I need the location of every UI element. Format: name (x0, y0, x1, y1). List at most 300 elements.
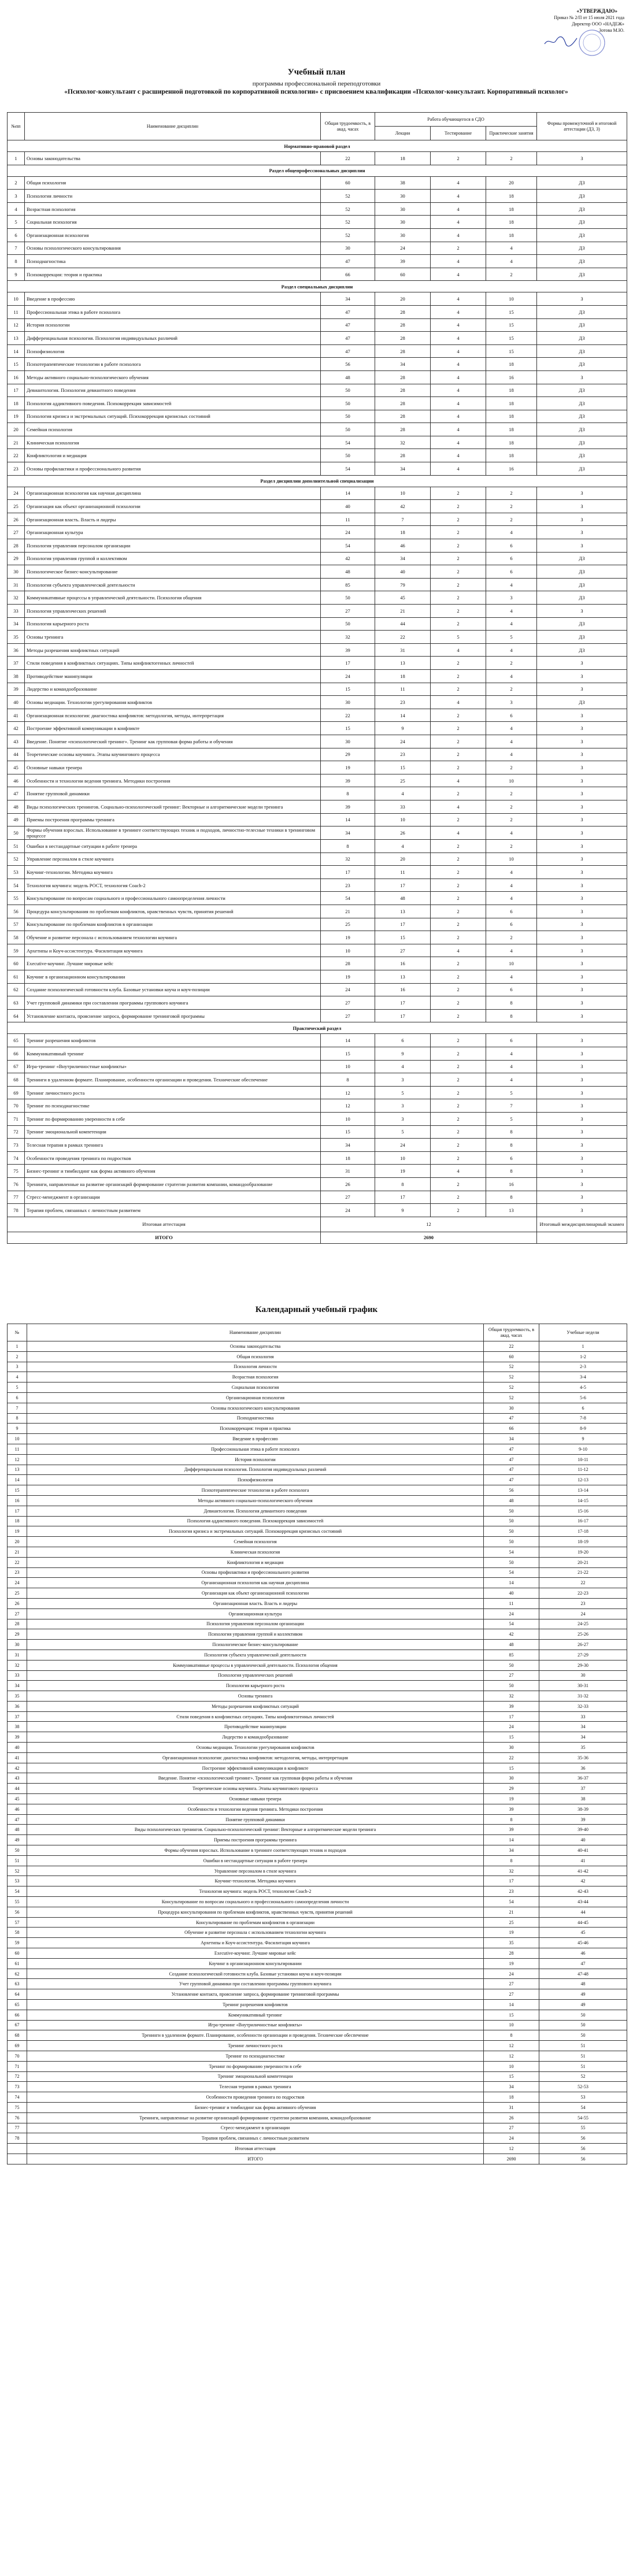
assessment-form: З (537, 840, 627, 853)
discipline-name: Игра-тренинг «Внутриличностные конфликты» (25, 1060, 321, 1073)
assessment-form: З (537, 879, 627, 892)
testing-hours: 2 (431, 813, 486, 826)
testing-hours: 4 (431, 449, 486, 462)
cal-row-number: 53 (8, 1876, 27, 1886)
cal-total-hours: 54 (484, 1619, 539, 1629)
calendar-row (8, 1989, 627, 2000)
cal-total-hours: 47 (484, 1465, 539, 1475)
final-attestation-hours: 12 (321, 1217, 537, 1232)
cal-weeks: 34 (539, 1732, 627, 1743)
practice-hours: 2 (486, 513, 537, 526)
cal-discipline-name: Коммуникативные процессы в управленческой деятельности. Психология общения (27, 1660, 484, 1670)
calendar-row (8, 1711, 627, 1722)
assessment-form: З (537, 605, 627, 618)
assessment-form: ДЗ (537, 423, 627, 436)
cal-weeks: 32-33 (539, 1701, 627, 1711)
cal-weeks: 35-36 (539, 1752, 627, 1763)
total-hours: 21 (321, 905, 375, 918)
cal-total-hours: 10 (484, 2061, 539, 2071)
calendar-total-row (8, 2154, 627, 2164)
cal-discipline-name: Конфликтология и медиация (27, 1557, 484, 1567)
cal-row-number: 71 (8, 2061, 27, 2071)
cal-total-hours: 8 (484, 1855, 539, 1866)
testing-hours: 2 (431, 500, 486, 513)
cal-weeks: 56 (539, 2154, 627, 2164)
practice-hours: 16 (486, 370, 537, 384)
total-hours: 25 (321, 918, 375, 931)
row-number: 57 (8, 918, 25, 931)
total-hours: 10 (321, 1060, 375, 1073)
discipline-name: Создание психологической готовности клуба. Базовые установки коуча и коуч-позиции (25, 983, 321, 996)
assessment-form: З (537, 1099, 627, 1113)
lecture-hours: 10 (375, 1151, 431, 1165)
cal-weeks: 2-3 (539, 1362, 627, 1372)
table-row (8, 370, 627, 384)
discipline-name: Тренинг по психодиагностике (25, 1099, 321, 1113)
plan-title: Учебный план (287, 68, 346, 77)
cal-weeks: 46 (539, 1948, 627, 1959)
table-row (8, 228, 627, 242)
table-row (8, 500, 627, 513)
assessment-form: З (537, 1034, 627, 1047)
cal-total-hours: 24 (484, 2133, 539, 2144)
row-number: 26 (8, 513, 25, 526)
cal-row-number: 41 (8, 1752, 27, 1763)
total-hours: 32 (321, 853, 375, 866)
discipline-name: Понятие групповой динамики (25, 787, 321, 800)
practice-hours: 6 (486, 905, 537, 918)
discipline-name: Психотерапевтические технологии в работе психолога (25, 358, 321, 371)
cal-discipline-name: Введение. Понятие «психологический тренинг». Тренинг как групповая форма работы и обучения (27, 1773, 484, 1784)
cal-row-number: 50 (8, 1845, 27, 1856)
cal-row-number: 59 (8, 1938, 27, 1948)
testing-hours: 2 (431, 1151, 486, 1165)
table-row (8, 996, 627, 1010)
cal-weeks: 22-23 (539, 1588, 627, 1599)
testing-hours: 2 (431, 1191, 486, 1204)
cal-total-hours: 11 (484, 1598, 539, 1608)
total-hours: 66 (321, 268, 375, 281)
practice-hours: 10 (486, 292, 537, 306)
table-row (8, 292, 627, 306)
cal-discipline-name: Психотерапевтические технологии в работе психолога (27, 1485, 484, 1496)
lecture-hours: 79 (375, 578, 431, 591)
cal-discipline-name: Коммуникативный тренинг (27, 2010, 484, 2020)
discipline-name: Коучинг в организационном консультировании (25, 970, 321, 984)
row-number: 66 (8, 1047, 25, 1061)
discipline-name: Психологическое бизнес-консультирование (25, 565, 321, 579)
table-row (8, 268, 627, 281)
cal-discipline-name: Стили поведения в конфликтных ситуациях. Типы конфликтогенных личностей (27, 1711, 484, 1722)
lecture-hours: 28 (375, 332, 431, 345)
lecture-hours: 17 (375, 996, 431, 1010)
calendar-row (8, 1372, 627, 1382)
discipline-name: Основы профилактики и профессионального развития (25, 462, 321, 476)
cal-row-number: 46 (8, 1804, 27, 1814)
practice-hours: 7 (486, 1099, 537, 1113)
cal-discipline-name: Психодиагностика (27, 1413, 484, 1424)
program-title: «Психолог-консультант с расширенной подготовкой по корпоративной психологии» с присвоением квалификации «Психолог-консультант. Корпоративный психолог» (64, 88, 568, 95)
testing-hours: 4 (431, 176, 486, 190)
discipline-name: Терапия проблем, связанных с личностным развитием (25, 1204, 321, 1217)
calendar-row (8, 1907, 627, 1917)
table-row (8, 787, 627, 800)
cal-weeks: 49 (539, 2000, 627, 2010)
discipline-name: Психодиагностика (25, 255, 321, 268)
total-hours: 47 (321, 255, 375, 268)
cal-discipline-name: Теоретические основы коучинга. Этапы коучингового процесса (27, 1784, 484, 1794)
table-row (8, 722, 627, 735)
lecture-hours: 40 (375, 565, 431, 579)
practice-hours: 4 (486, 526, 537, 539)
testing-hours: 2 (431, 970, 486, 984)
practice-hours: 2 (486, 813, 537, 826)
total-hours: 27 (321, 605, 375, 618)
cal-total-hours: 27 (484, 2123, 539, 2133)
lecture-hours: 8 (375, 1177, 431, 1191)
lecture-hours: 28 (375, 384, 431, 397)
row-number: 58 (8, 931, 25, 944)
total-hours: 23 (321, 879, 375, 892)
table-row (8, 1177, 627, 1191)
discipline-name: Тренинг эмоциональной компетенции (25, 1125, 321, 1139)
lecture-hours: 11 (375, 866, 431, 879)
total-hours: 22 (321, 152, 375, 165)
cal-weeks: 33 (539, 1711, 627, 1722)
assessment-form: З (537, 944, 627, 957)
lecture-hours: 5 (375, 1086, 431, 1099)
calendar-row (8, 1681, 627, 1691)
testing-hours: 2 (431, 1125, 486, 1139)
cal-weeks: 23 (539, 1598, 627, 1608)
total-hours: 50 (321, 384, 375, 397)
cal-discipline-name: Дифференциальная психология. Психология индивидуальных различий (27, 1465, 484, 1475)
cal-weeks: 25-26 (539, 1629, 627, 1640)
approval-position: Директор ООО «НАДЕЖ» (572, 21, 624, 27)
table-row (8, 1151, 627, 1165)
calendar-row (8, 1886, 627, 1897)
assessment-form: З (537, 513, 627, 526)
cal-weeks: 53 (539, 2092, 627, 2103)
calendar-row (8, 1928, 627, 1938)
row-number: 34 (8, 617, 25, 631)
cal-weeks: 50 (539, 2010, 627, 2020)
cal-weeks: 51 (539, 2041, 627, 2051)
assessment-form: ДЗ (537, 242, 627, 255)
discipline-name: Введение в профессию (25, 292, 321, 306)
testing-hours: 2 (431, 539, 486, 553)
practice-hours: 2 (486, 787, 537, 800)
testing-hours: 4 (431, 268, 486, 281)
cal-row-number: 15 (8, 1485, 27, 1496)
lecture-hours: 15 (375, 761, 431, 774)
row-number: 52 (8, 853, 25, 866)
cal-discipline-name: Психология управления персоналом организации (27, 1619, 484, 1629)
cal-total-hours: 27 (484, 1989, 539, 2000)
cal-row-number: 31 (8, 1650, 27, 1660)
cal-total-hours: 27 (484, 1670, 539, 1681)
row-number: 7 (8, 242, 25, 255)
cal-row-number: 76 (8, 2112, 27, 2123)
table-row (8, 344, 627, 358)
discipline-name: Методы активного социально-психологического обучения (25, 370, 321, 384)
testing-hours: 2 (431, 657, 486, 670)
cal-total-hours: 35 (484, 1938, 539, 1948)
section-title: Раздел дисциплин дополнительной специализации (8, 475, 627, 487)
cal-total-hours: 52 (484, 1392, 539, 1403)
row-number: 10 (8, 292, 25, 306)
cal-row-number: 33 (8, 1670, 27, 1681)
calendar-row (8, 2061, 627, 2071)
cal-discipline-name: Организационная власть. Власть и лидеры (27, 1598, 484, 1608)
testing-hours: 2 (431, 983, 486, 996)
cal-total-hours: 24 (484, 1608, 539, 1619)
testing-hours: 2 (431, 722, 486, 735)
cal-discipline-name: Основные навыки тренера (27, 1794, 484, 1804)
calendar-body (8, 1341, 627, 2164)
testing-hours: 2 (431, 1139, 486, 1152)
lecture-hours: 4 (375, 840, 431, 853)
practice-hours: 6 (486, 983, 537, 996)
discipline-name: Коммуникативный тренинг (25, 1047, 321, 1061)
cal-total-hours: 2690 (484, 2154, 539, 2164)
cal-total-hours: 30 (484, 1403, 539, 1413)
row-number: 8 (8, 255, 25, 268)
assessment-form: З (537, 761, 627, 774)
cal-total-hours: 50 (484, 1506, 539, 1516)
discipline-name: Основы медиации. Технологии урегулирования конфликтов (25, 696, 321, 709)
testing-hours: 2 (431, 487, 486, 500)
calendar-row (8, 1897, 627, 1907)
cal-discipline-name: Ошибки в нестандартные ситуации в работе тренера (27, 1855, 484, 1866)
discipline-name: Обучение и развитие персонала с использованием технологии коучинга (25, 931, 321, 944)
cal-row-number: 5 (8, 1382, 27, 1393)
col-testing: Тестирование (431, 127, 486, 140)
cal-total-hours: 48 (484, 1640, 539, 1650)
practice-hours: 4 (486, 748, 537, 761)
table-row (8, 513, 627, 526)
cal-row-number: 12 (8, 1454, 27, 1465)
table-row (8, 1073, 627, 1087)
calendar-row (8, 2041, 627, 2051)
lecture-hours: 24 (375, 242, 431, 255)
cal-discipline-name: Итоговая аттестация (27, 2144, 484, 2154)
assessment-form: З (537, 892, 627, 905)
discipline-name: Организационная психология (25, 228, 321, 242)
row-number: 65 (8, 1034, 25, 1047)
cal-discipline-name: Методы разрешения конфликтных ситуаций (27, 1701, 484, 1711)
row-number: 63 (8, 996, 25, 1010)
total-hours: 29 (321, 748, 375, 761)
row-number: 69 (8, 1086, 25, 1099)
testing-hours: 2 (431, 605, 486, 618)
testing-hours: 2 (431, 1177, 486, 1191)
row-number: 55 (8, 892, 25, 905)
row-number: 43 (8, 735, 25, 748)
assessment-form: ДЗ (537, 216, 627, 229)
calendar-row (8, 2102, 627, 2112)
assessment-form: ДЗ (537, 462, 627, 476)
lecture-hours: 17 (375, 918, 431, 931)
assessment-form: З (537, 1073, 627, 1087)
testing-hours: 2 (431, 513, 486, 526)
cal-weeks: 36-37 (539, 1773, 627, 1784)
assessment-form: З (537, 826, 627, 840)
table-row (8, 735, 627, 748)
assessment-form: ДЗ (537, 384, 627, 397)
practice-hours: 2 (486, 683, 537, 696)
cal-weeks: 43-44 (539, 1897, 627, 1907)
cal-weeks: 38-39 (539, 1804, 627, 1814)
cal-weeks: 12-13 (539, 1475, 627, 1485)
row-number: 51 (8, 840, 25, 853)
cal-row-number: 4 (8, 1372, 27, 1382)
row-number: 77 (8, 1191, 25, 1204)
cal-weeks: 24 (539, 1608, 627, 1619)
lecture-hours: 20 (375, 853, 431, 866)
cal-weeks: 50 (539, 2030, 627, 2041)
cal-discipline-name: Методы активного социально-психологического обучения (27, 1495, 484, 1506)
cal-discipline-name: Возрастная психология (27, 1372, 484, 1382)
cal-total-hours: 19 (484, 1794, 539, 1804)
col-total: Общая трудоемкость, в акад. часах (321, 113, 375, 140)
cal-total-hours: 85 (484, 1650, 539, 1660)
calendar-row (8, 2010, 627, 2020)
row-number: 2 (8, 176, 25, 190)
cal-total-hours: 50 (484, 1516, 539, 1526)
lecture-hours: 3 (375, 1073, 431, 1087)
discipline-name: Тренинг по формированию уверенности в себе (25, 1112, 321, 1125)
lecture-hours: 6 (375, 1034, 431, 1047)
cal-discipline-name: Тренинги, направленные на развитие организаций формирование стратегии развития компании, командообразование (27, 2112, 484, 2123)
table-row (8, 761, 627, 774)
testing-hours: 2 (431, 152, 486, 165)
practice-hours: 6 (486, 918, 537, 931)
cal-total-hours: 28 (484, 1948, 539, 1959)
assessment-form: З (537, 1139, 627, 1152)
cal-weeks: 1 (539, 1341, 627, 1352)
lecture-hours: 23 (375, 748, 431, 761)
assessment-form: ДЗ (537, 436, 627, 449)
total-hours: 31 (321, 1165, 375, 1178)
discipline-name: Клиническая психология (25, 436, 321, 449)
total-hours: 12 (321, 1086, 375, 1099)
total-hours: 10 (321, 1112, 375, 1125)
cal-row-number: 48 (8, 1825, 27, 1835)
calendar-row (8, 1917, 627, 1928)
assessment-form: З (537, 1165, 627, 1178)
calendar-row (8, 1825, 627, 1835)
cal-discipline-name: Виды психологических тренингов. Социально-психологический тренинг: Векторные и алгоритмические модели тренинга (27, 1825, 484, 1835)
discipline-name: Возрастная психология (25, 202, 321, 216)
total-empty-cell (537, 1232, 627, 1243)
cal-total-hours: 52 (484, 1362, 539, 1372)
table-row (8, 242, 627, 255)
cal-row-number: 75 (8, 2102, 27, 2112)
cal-row-number: 18 (8, 1516, 27, 1526)
cal-total-hours: 12 (484, 2144, 539, 2154)
assessment-form: З (537, 735, 627, 748)
row-number: 53 (8, 866, 25, 879)
practice-hours: 2 (486, 487, 537, 500)
discipline-name: Семейная психология (25, 423, 321, 436)
table-row (8, 683, 627, 696)
cal-total-hours: 42 (484, 1629, 539, 1640)
testing-hours: 4 (431, 358, 486, 371)
cal-total-hours: 56 (484, 1485, 539, 1496)
cal-weeks: 26-27 (539, 1640, 627, 1650)
cal-row-number: 66 (8, 2010, 27, 2020)
cal-discipline-name: Архетипы и Коуч-ассистентура. Фасилитация коучинга (27, 1938, 484, 1948)
calendar-row (8, 1444, 627, 1454)
testing-hours: 5 (431, 631, 486, 644)
cal-weeks: 9 (539, 1434, 627, 1444)
cal-row-number: 24 (8, 1578, 27, 1588)
lecture-hours: 32 (375, 436, 431, 449)
row-number: 59 (8, 944, 25, 957)
calendar-row (8, 1722, 627, 1732)
testing-hours: 4 (431, 397, 486, 410)
cal-discipline-name: Организационная психология: диагностика конфликтов: методология, методы, интерпретация (27, 1752, 484, 1763)
calendar-row (8, 1475, 627, 1485)
row-number: 60 (8, 957, 25, 970)
cal-row-number: 2 (8, 1351, 27, 1362)
total-hours: 50 (321, 449, 375, 462)
assessment-form: З (537, 500, 627, 513)
total-hours: 27 (321, 996, 375, 1010)
cal-weeks: 18-19 (539, 1537, 627, 1547)
cal-weeks: 3-4 (539, 1372, 627, 1382)
assessment-form: ДЗ (537, 643, 627, 657)
testing-hours: 4 (431, 255, 486, 268)
cal-discipline-name: Психология карьерного роста (27, 1681, 484, 1691)
total-hours: 39 (321, 800, 375, 813)
calendar-row (8, 1804, 627, 1814)
calendar-row (8, 1485, 627, 1496)
lecture-hours: 28 (375, 410, 431, 423)
row-number: 20 (8, 423, 25, 436)
row-number: 78 (8, 1204, 25, 1217)
calendar-row (8, 1835, 627, 1845)
cal-row-number: 42 (8, 1763, 27, 1773)
calendar-row (8, 1845, 627, 1856)
cal-discipline-name: Игра-тренинг «Внутриличностные конфликты» (27, 2020, 484, 2030)
practice-hours: 10 (486, 853, 537, 866)
cal-total-hours: 12 (484, 2041, 539, 2051)
cal-weeks: 17-18 (539, 1526, 627, 1537)
cal-total-hours: 34 (484, 2082, 539, 2092)
assessment-form: З (537, 957, 627, 970)
testing-hours: 2 (431, 565, 486, 579)
table-row (8, 840, 627, 853)
cal-total-hours: 50 (484, 1557, 539, 1567)
testing-hours: 2 (431, 787, 486, 800)
discipline-name: Психология кризиса и экстремальных ситуаций. Психокоррекция кризисных состояний (25, 410, 321, 423)
cal-weeks: 14-15 (539, 1495, 627, 1506)
cal-discipline-name: Учет групповой динамики при составлении программы группового коучинга (27, 1979, 484, 1989)
calendar-row (8, 1454, 627, 1465)
cal-discipline-name: Организационная психология (27, 1392, 484, 1403)
cal-weeks: 29-30 (539, 1660, 627, 1670)
lecture-hours: 16 (375, 983, 431, 996)
total-hours: 8 (321, 840, 375, 853)
practice-hours: 8 (486, 1139, 537, 1152)
cal-total-hours: 47 (484, 1454, 539, 1465)
table-row (8, 591, 627, 605)
calendar-row (8, 1814, 627, 1825)
total-hours: 50 (321, 591, 375, 605)
discipline-name: Особенности проведения тренинга по подростков (25, 1151, 321, 1165)
